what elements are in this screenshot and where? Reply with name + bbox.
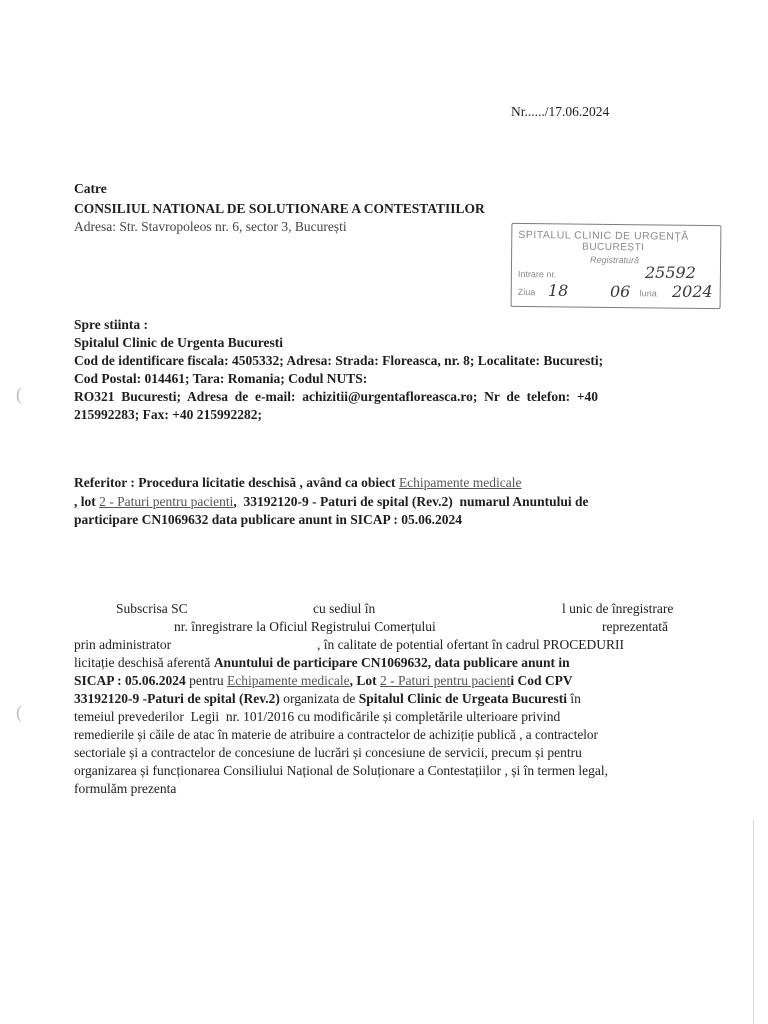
cc-phone-line: 215992283; Fax: +40 215992282;: [74, 407, 263, 422]
body-lot-link[interactable]: 2 - Paturi pentru pacient: [379, 673, 511, 688]
body-sediul: cu sediul în: [313, 601, 376, 616]
body-line-7: temeiul prevederilor Legii nr. 101/2016 cu modificările și completările ulterioare privind: [74, 709, 561, 724]
body-object-link[interactable]: Echipamente medicale: [227, 673, 350, 688]
stamp-month-label: luna: [639, 288, 657, 299]
body-calitate: , în calitate de potential ofertant în cadrul PROCEDURII: [317, 637, 625, 652]
stamp-handwritten-number: 25592: [645, 263, 696, 282]
recipient-name: CONSILIUL NATIONAL DE SOLUTIONARE A CONTESTATIILOR: [74, 201, 485, 216]
referitor-prefix: Referitor : Procedura licitatie deschisă , având ca obiect: [74, 475, 399, 490]
recipient-address: Adresa: Str. Stavropoleos nr. 6, sector 3, București: [74, 219, 347, 234]
body-anunt: Anuntului de participare CN1069632, data publicare anunt in: [213, 655, 570, 670]
body-unic-inregistrare: l unic de înregistrare: [562, 601, 674, 616]
body-reprezentata: reprezentată: [602, 619, 668, 634]
body-line-5: [74, 672, 573, 689]
stamp-line-registry: Registratură: [590, 254, 640, 266]
body-lot-label: , Lot: [349, 673, 380, 688]
referitor-cpv: , 33192120-9 - Paturi de spital (Rev.2) numarul Anuntului de: [233, 494, 589, 509]
referitor-line-3: participare CN1069632 data publicare anunt in SICAP : 05.06.2024: [74, 512, 463, 527]
body-organizata: organizata de: [279, 691, 359, 706]
stamp-intrare-label: Intrare nr.: [517, 268, 557, 280]
stamp-handwritten-day: 18: [548, 281, 569, 300]
cc-fiscal-line: Cod de identificare fiscala: 4505332; Adresa: Strada: Floreasca, nr. 8; Localitate: Bucuresti;: [74, 353, 604, 368]
body-line-8: remedierile și căile de atac în materie de atribuire a contractelor de achiziție publică , a contractelor: [74, 727, 598, 742]
body-line-6: [74, 690, 581, 707]
stamp-handwritten-month: 06: [610, 282, 631, 301]
document-reference: Nr....../17.06.2024: [511, 104, 610, 119]
body-registrul: nr. înregistrare la Oficiul Registrului Comerțului: [174, 619, 436, 634]
referitor-line-1: [74, 474, 522, 491]
scan-artifact: (: [16, 384, 22, 404]
object-link[interactable]: Echipamente medicale: [398, 475, 522, 490]
scan-edge-line: [753, 820, 754, 1024]
cc-contact-line: RO321 Bucuresti; Adresa de e-mail: achizitii@urgentafloreasca.ro; Nr de telefon: +40: [74, 389, 599, 404]
referitor-line-2: [74, 493, 589, 510]
stamp-line-city: BUCUREȘTI: [582, 241, 645, 254]
scan-artifact: (: [16, 702, 22, 722]
recipient-prefix: Catre: [74, 181, 107, 196]
body-cpv: i Cod CPV: [510, 673, 573, 688]
body-line-9: sectoriale și a contractelor de concesiune de lucrări și concesiune de servicii, precum și pentru: [74, 745, 582, 760]
stamp-line-hospital: SPITALUL CLINIC DE URGENȚĂ: [518, 228, 689, 243]
body-in: în: [566, 691, 581, 706]
body-hospital: Spitalul Clinic de Urgeata Bucuresti: [358, 691, 567, 706]
lot-prefix: , lot: [74, 494, 100, 509]
stamp-handwritten-year: 2024: [672, 282, 713, 301]
cc-label: Spre stiinta :: [74, 317, 149, 332]
body-pentru: pentru: [185, 673, 228, 688]
lot-link[interactable]: 2 - Paturi pentru pacienti: [99, 494, 234, 509]
body-sicap-date: SICAP : 05.06.2024: [74, 673, 186, 688]
body-line-11: formulăm prezenta: [74, 781, 177, 796]
body-licitatie: licitație deschisă aferentă: [74, 655, 214, 670]
body-cpv-code: 33192120-9 -Paturi de spital (Rev.2): [74, 691, 280, 706]
cc-org-name: Spitalul Clinic de Urgenta Bucuresti: [74, 335, 284, 350]
body-line-4: [74, 654, 570, 671]
body-subscrisa: Subscrisa SC: [116, 601, 188, 616]
cc-postal-line: Cod Postal: 014461; Tara: Romania; Codul NUTS:: [74, 371, 368, 386]
body-line-10: organizarea și funcționarea Consiliului Național de Soluționare a Contestațiilor , și în termen legal,: [74, 763, 608, 778]
stamp-date-label: Ziua: [517, 286, 536, 298]
body-administrator: prin administrator: [74, 637, 172, 652]
